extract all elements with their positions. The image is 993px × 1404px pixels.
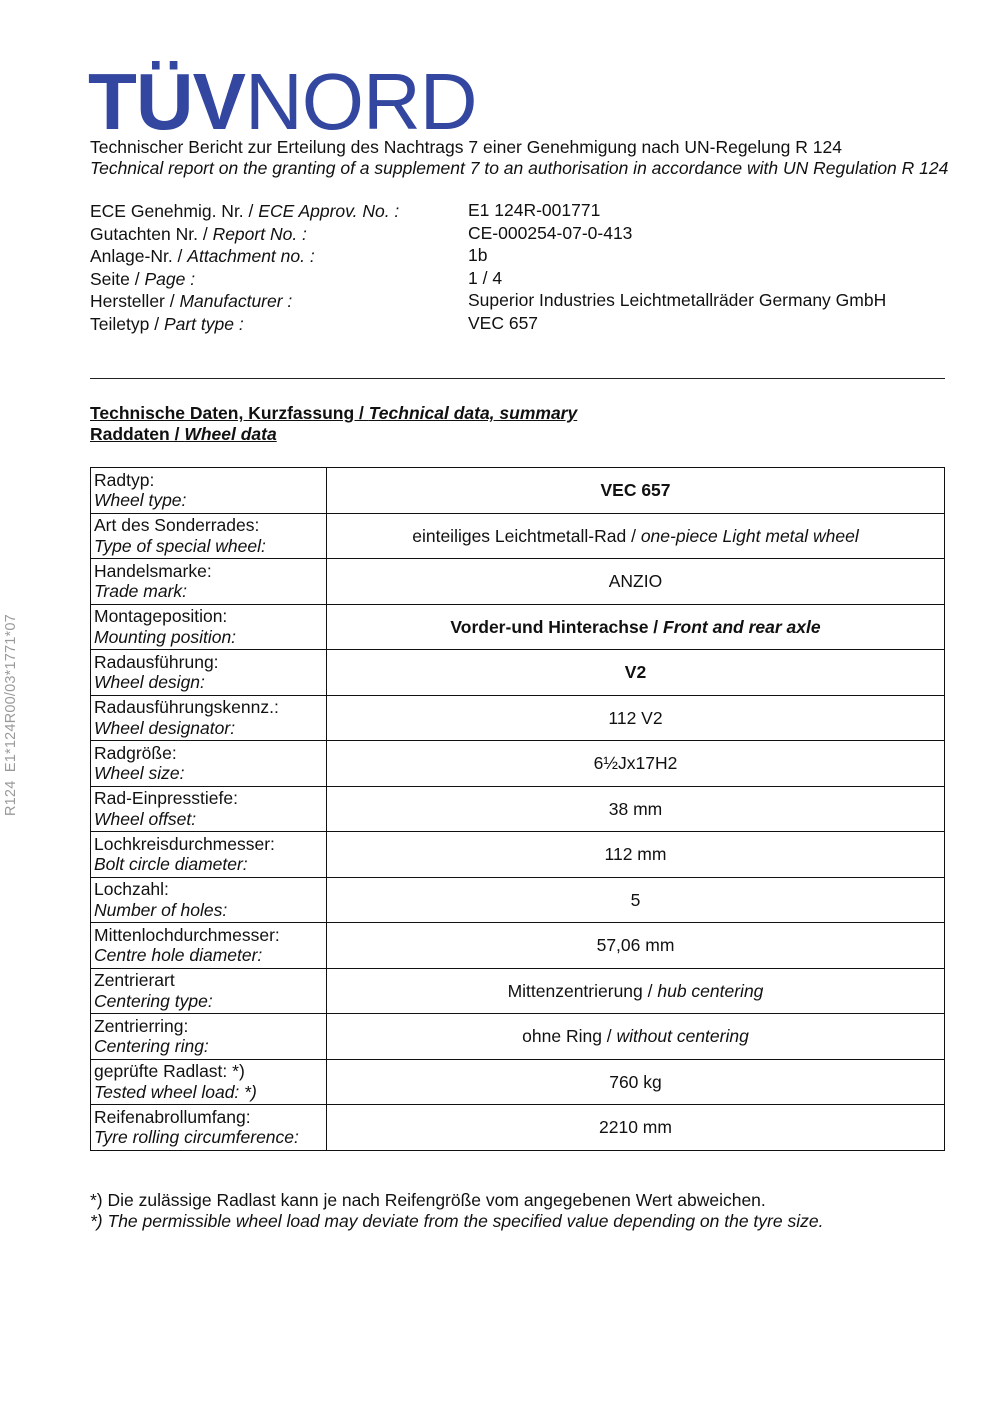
row-value <box>327 559 945 605</box>
label-de: Hersteller / <box>90 291 180 311</box>
section-title <box>90 403 577 445</box>
report-header <box>90 137 950 178</box>
label-de: Gutachten Nr. / <box>90 223 213 244</box>
table-row-bolt-circle-diameter <box>91 832 945 878</box>
label-de: Radausführungskennz.: <box>94 697 279 718</box>
value-de: 6½Jx17H2 <box>593 753 678 773</box>
meta-label <box>90 290 468 313</box>
table-row-tyre-rolling-circumference <box>91 1105 945 1151</box>
label-de: Zentrierart <box>94 970 175 991</box>
footnote-de: *) Die zulässige Radlast kann je nach Reifengröße vom angegebenen Wert abweichen. <box>90 1190 766 1210</box>
row-value <box>327 1059 945 1105</box>
label-en: Number of holes: <box>94 899 228 920</box>
table-row-wheel-design <box>91 650 945 696</box>
value-en: one-piece Light metal wheel <box>640 525 859 546</box>
value-de: ohne Ring / <box>522 1026 617 1046</box>
row-value <box>327 923 945 969</box>
table-row-mounting-position <box>91 604 945 650</box>
table-row-wheel-size <box>91 741 945 787</box>
table-row-centre-hole-diameter <box>91 923 945 969</box>
label-en: Trade mark: <box>94 581 188 602</box>
label-en: Tyre rolling circumference: <box>94 1127 299 1148</box>
table-row-special-wheel-type <box>91 513 945 559</box>
meta-label <box>90 223 468 246</box>
label-en: Type of special wheel: <box>94 535 266 556</box>
meta-row-approval-no <box>90 200 950 223</box>
label-de: Mittenlochdurchmesser: <box>94 924 280 945</box>
meta-row-part-type <box>90 313 950 336</box>
row-value <box>327 786 945 832</box>
horizontal-divider <box>90 378 945 379</box>
footnote-en: *) The permissible wheel load may deviate from the specified value depending on the tyre size. <box>90 1211 824 1231</box>
row-label <box>91 559 327 605</box>
label-en: Manufacturer : <box>179 291 293 311</box>
meta-row-attachment-no <box>90 245 950 268</box>
value-en: without centering <box>616 1026 749 1046</box>
meta-label <box>90 200 468 223</box>
label-en: Attachment no. : <box>187 246 315 266</box>
label-de: Lochkreisdurchmesser: <box>94 833 275 854</box>
logo-part-nord: NORD <box>245 57 477 146</box>
row-label <box>91 513 327 559</box>
row-label <box>91 968 327 1014</box>
row-value <box>327 741 945 787</box>
value-de: 5 <box>630 889 641 910</box>
table-row-wheel-type <box>91 468 945 514</box>
meta-value: VEC 657 <box>468 312 539 333</box>
row-value <box>327 513 945 559</box>
value-de: Mittenzentrierung / <box>507 980 658 1001</box>
meta-row-report-no <box>90 223 950 246</box>
label-de: Lochzahl: <box>94 879 169 900</box>
row-label <box>91 1014 327 1060</box>
row-label <box>91 786 327 832</box>
label-de: Montageposition: <box>94 606 228 627</box>
label-de: Rad-Einpresstiefe: <box>94 788 238 809</box>
table-row-tested-wheel-load <box>91 1059 945 1105</box>
label-de: Teiletyp / <box>90 313 164 334</box>
row-value <box>327 1105 945 1151</box>
report-title-de: Technischer Bericht zur Erteilung des Nachtrags 7 einer Genehmigung nach UN-Regelung R 124 <box>90 137 842 157</box>
table-row-centering-ring <box>91 1014 945 1060</box>
label-en: Mounting position: <box>94 626 237 647</box>
title-en: Technical data, summary <box>368 403 578 423</box>
meta-label <box>90 313 468 336</box>
label-en: Wheel designator: <box>94 717 236 738</box>
value-de: Vorder-und Hinterachse / <box>450 616 664 637</box>
label-de: Handelsmarke: <box>94 560 212 581</box>
label-de: Seite / <box>90 268 145 289</box>
title-en: Wheel data <box>184 424 277 444</box>
table-row-wheel-offset <box>91 786 945 832</box>
row-label <box>91 877 327 923</box>
label-en: Centering ring: <box>94 1036 209 1057</box>
table-row-centering-type <box>91 968 945 1014</box>
meta-label <box>90 245 468 268</box>
value-en: hub centering <box>657 980 764 1001</box>
label-en: Report No. : <box>212 223 307 244</box>
label-de: Art des Sonderrades: <box>94 515 260 536</box>
row-label <box>91 1059 327 1105</box>
value-de: 112 V2 <box>608 707 663 728</box>
section-title-technical-data <box>90 403 577 424</box>
row-value <box>327 832 945 878</box>
value-de: 38 mm <box>608 798 663 819</box>
label-en: Part type : <box>163 313 244 334</box>
row-label <box>91 650 327 696</box>
row-label <box>91 604 327 650</box>
label-de: Reifenabrollumfang: <box>94 1106 251 1127</box>
title-de: Technische Daten, Kurzfassung / <box>90 403 369 423</box>
row-value <box>327 604 945 650</box>
row-value <box>327 468 945 514</box>
label-en: Wheel offset: <box>94 808 197 829</box>
side-stamp: R124 E1*124R00/03*1771*07 <box>3 614 19 816</box>
meta-label <box>90 268 468 291</box>
section-title-wheel-data <box>90 424 577 445</box>
label-en: ECE Approv. No. : <box>258 201 400 221</box>
label-en: Wheel type: <box>94 490 187 511</box>
label-en: Wheel size: <box>94 763 185 784</box>
value-de: 57,06 mm <box>596 935 675 955</box>
label-en: Tested wheel load: *) <box>94 1081 257 1102</box>
label-de: Anlage-Nr. / <box>90 246 188 266</box>
label-en: Bolt circle diameter: <box>94 854 248 875</box>
table-row-trade-mark <box>91 559 945 605</box>
report-title-en: Technical report on the granting of a supplement 7 to an authorisation in accordance with UN Regulation R 124 <box>90 157 949 178</box>
meta-row-page <box>90 268 950 291</box>
row-value <box>327 650 945 696</box>
logo-part-tuv: TÜV <box>88 57 245 146</box>
value-de: 760 kg <box>609 1071 662 1092</box>
meta-value: E1 124R-001771 <box>468 200 601 220</box>
label-de: Radtyp: <box>94 469 155 490</box>
meta-value: 1b <box>468 245 488 265</box>
label-en: Centering type: <box>94 990 213 1011</box>
value-de: VEC 657 <box>600 480 671 500</box>
label-en: Wheel design: <box>94 672 205 693</box>
label-en: Centre hole diameter: <box>94 945 263 966</box>
label-de: Radausführung: <box>94 651 219 672</box>
value-de: V2 <box>624 662 647 682</box>
report-meta <box>90 200 950 335</box>
row-label <box>91 468 327 514</box>
table-row-wheel-designator <box>91 695 945 741</box>
title-de: Raddaten / <box>90 424 185 444</box>
row-label <box>91 832 327 878</box>
wheel-data-table <box>90 467 945 1151</box>
value-en: Front and rear axle <box>663 616 821 637</box>
row-label <box>91 741 327 787</box>
row-label <box>91 695 327 741</box>
meta-value: CE-000254-07-0-413 <box>468 222 633 243</box>
value-de: einteiliges Leichtmetall-Rad / <box>412 525 641 546</box>
meta-value: 1 / 4 <box>468 267 503 288</box>
row-label <box>91 923 327 969</box>
label-en: Page : <box>144 268 196 289</box>
label-de: geprüfte Radlast: *) <box>94 1061 245 1082</box>
row-value <box>327 695 945 741</box>
row-value <box>327 1014 945 1060</box>
label-de: Radgröße: <box>94 742 177 763</box>
footnote <box>90 1190 950 1232</box>
row-label <box>91 1105 327 1151</box>
tuv-nord-logo <box>88 57 477 146</box>
label-de: Zentrierring: <box>94 1015 189 1036</box>
value-de: ANZIO <box>608 571 663 591</box>
row-value <box>327 968 945 1014</box>
value-de: 112 mm <box>604 844 667 864</box>
meta-value: Superior Industries Leichtmetallräder Germany GmbH <box>468 290 887 310</box>
label-de: ECE Genehmig. Nr. / <box>90 201 259 221</box>
value-de: 2210 mm <box>599 1117 672 1137</box>
row-value <box>327 877 945 923</box>
meta-row-manufacturer <box>90 290 950 313</box>
table-row-number-of-holes <box>91 877 945 923</box>
